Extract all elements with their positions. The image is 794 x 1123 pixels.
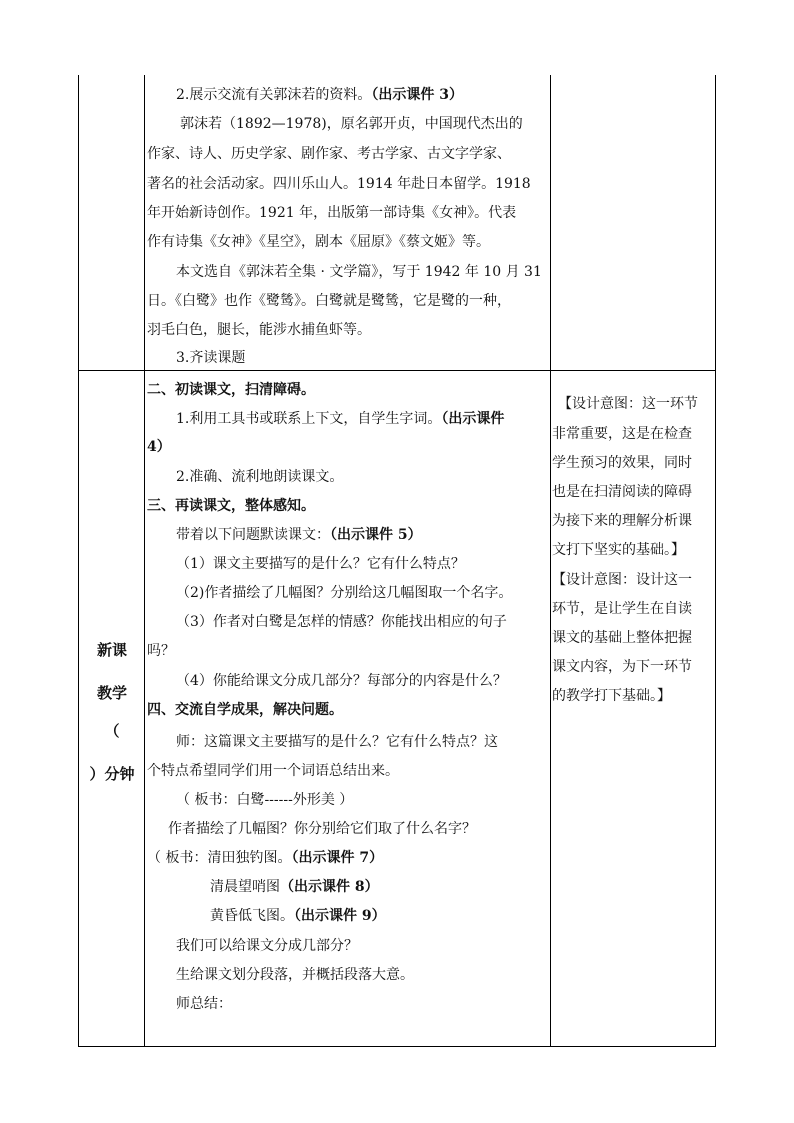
step-3-line: 3.齐读课题 [176,350,246,366]
teacher-line-3: 作者描绘了几幅图？你分别给它们取了什么名字？ [168,821,476,837]
section-label-line-3: （ [104,722,120,740]
source-line-1: 本文选自《郭沫若全集 · 文学篇》，写于 1942 年 10 月 31 [176,264,542,280]
section-label-line-4: ）分钟 [89,765,135,783]
para-1-line-1: 1.利用工具书或联系上下文，自学生字词。（出示课件 [176,411,505,427]
board-note-3: 清晨望哨图（出示课件 8） [210,879,379,895]
question-4: （4）你能给课文分成几部分？每部分的内容是什么？ [176,673,507,689]
table-border-right [715,75,716,1047]
table-border-left [78,75,79,1047]
para-1-line-2: 4） [147,439,171,455]
section-label [80,0,144,1123]
teacher-line-2: 个特点希望同学们用一个词语总结出来。 [147,763,399,779]
teacher-line-4: 我们可以给课文分成几部分？ [176,938,358,954]
section-label-line-1: 新课 [96,641,127,659]
question-3-line-2: 吗？ [147,643,175,659]
board-note-2: （ 板书：清田独钓图。（出示课件 7） [147,850,384,866]
teacher-line-5: 生给课文划分段落，并概括段落大意。 [176,967,414,983]
source-line-3: 羽毛白色，腿长，能涉水捕鱼虾等。 [147,322,371,338]
para-2: 2.准确、流利地朗读课文。 [176,469,344,485]
note-2-line-1: 【设计意图：设计这一 [552,572,692,588]
bio-line-1: 郭沫若（1892—1978)，原名郭开贞，中国现代杰出的 [180,116,523,132]
question-3-line-1: （3）作者对白鹭是怎样的情感？你能找出相应的句子 [176,614,507,630]
note-1-line-5: 为接下来的理解分析课 [552,513,692,529]
source-line-2: 日。《白鹭》也作《鹭鸶》。白鹭就是鹭鸶，它是鹭的一种， [147,293,511,309]
note-2-line-5: 的教学打下基础。】 [552,688,671,704]
question-1: （1）课文主要描写的是什么？它有什么特点？ [176,556,465,572]
board-note-4: 黄昏低飞图。（出示课件 9） [210,908,386,924]
note-2-line-3: 课文的基础上整体把握 [552,630,692,646]
bio-line-5: 作有诗集《女神》《星空》，剧本《屈原》《蔡文姬》等。 [147,234,490,250]
board-note-1: （ 板书：白鹭------外形美 ） [176,792,354,808]
note-1-line-4: 也是在扫清阅读的障碍 [552,484,692,500]
table-divider-notes [550,75,551,1047]
table-row-divider [78,370,716,371]
bio-line-4: 年开始新诗创作。1921 年，出版第一部诗集《女神》。代表 [147,205,517,221]
note-1-line-1: 【设计意图：这一环节 [558,396,698,412]
note-2-line-4: 课文内容，为下一环节 [552,659,692,675]
bio-line-2: 作家、诗人、历史学家、剧作家、考古学家、古文字学家、 [147,146,511,162]
section-label-line-2: 教学 [96,684,127,702]
bio-line-3: 著名的社会活动家。四川乐山人。1914 年赴日本留学。1918 [147,176,531,192]
step-2-line: 2.展示交流有关郭沫若的资料。（出示课件 3） [176,87,463,103]
note-2-line-2: 环节，是让学生在自读 [552,601,692,617]
teacher-line-1: 师：这篇课文主要描写的是什么？它有什么特点？这 [176,734,498,750]
question-intro: 带着以下问题默读课文：（出示课件 5） [176,527,422,543]
question-2: （2)作者描绘了几幅图？分别给这几幅图取一个名字。 [176,585,513,601]
heading-2: 二、初读课文，扫清障碍。 [147,382,315,398]
table-divider-label [144,75,145,1047]
note-1-line-2: 非常重要，这是在检查 [552,426,692,442]
note-1-line-3: 学生预习的效果，同时 [552,455,692,471]
table-border-bottom [78,1046,716,1047]
note-1-line-6: 文打下坚实的基础。】 [552,542,685,558]
heading-4: 四、交流自学成果，解决问题。 [147,702,343,718]
teacher-line-6: 师总结： [176,996,232,1012]
heading-3: 三、再读课文，整体感知。 [147,498,315,514]
